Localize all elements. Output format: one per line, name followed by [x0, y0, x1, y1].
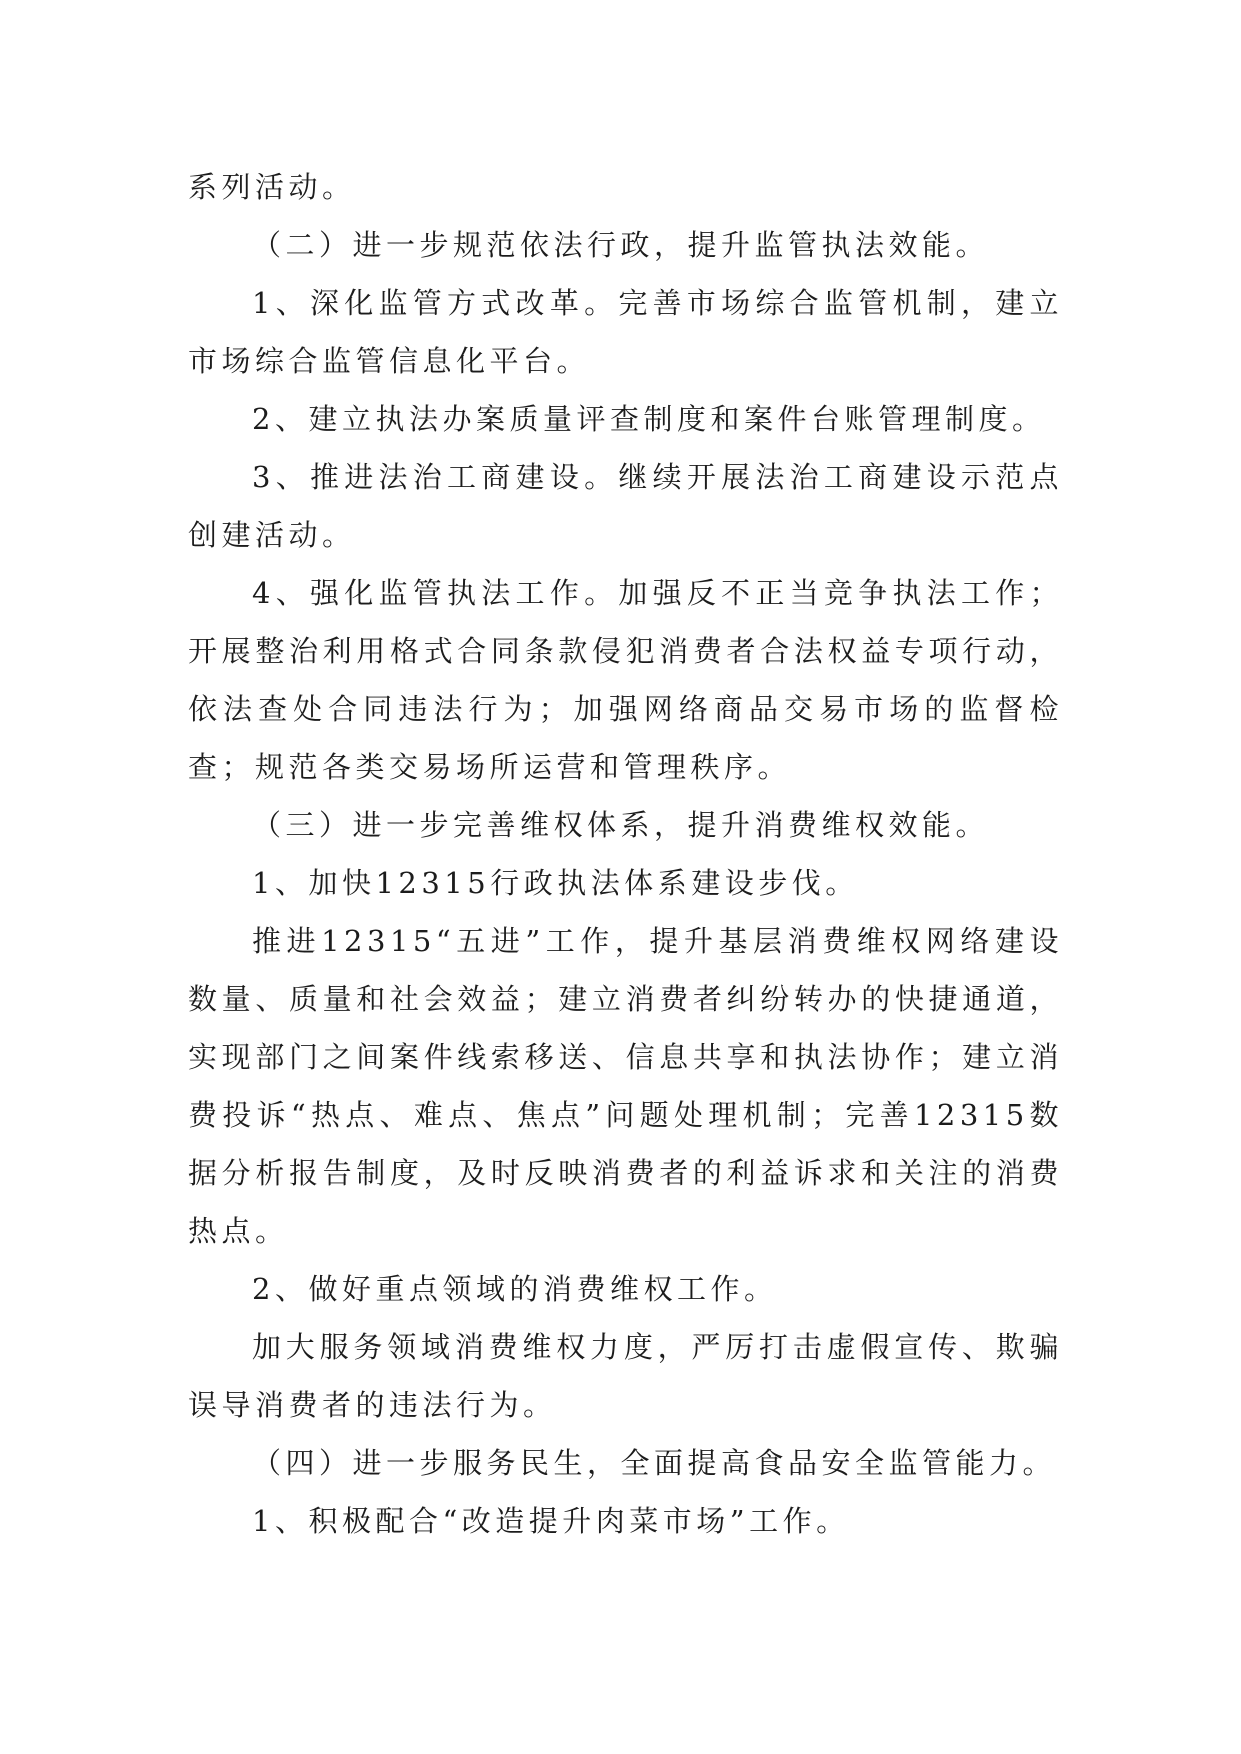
paragraph-item-2-2: 2、建立执法办案质量评查制度和案件台账管理制度。 [252, 402, 1046, 436]
paragraph-item-4-1: 1、积极配合“改造提升肉菜市场”工作。 [252, 1504, 850, 1538]
section-heading-3: （三）进一步完善维权体系，提升消费维权效能。 [252, 808, 990, 842]
paragraph-item-3-2-detail: 加大服务领域消费维权力度，严厉打击虚假宣传、欺骗误导消费者的违法行为。 [188, 1330, 1063, 1422]
paragraph-continuation: 系列活动。 [188, 170, 356, 204]
document-body [188, 158, 1063, 1550]
section-heading-4: （四）进一步服务民生，全面提高食品安全监管能力。 [252, 1446, 1057, 1480]
section-heading-2: （二）进一步规范依法行政，提升监管执法效能。 [252, 228, 990, 262]
paragraph-item-2-4: 4、强化监管执法工作。加强反不正当竞争执法工作；开展整治利用格式合同条款侵犯消费者合法权益专项行动，依法查处合同违法行为；加强网络商品交易市场的监督检查；规范各类交易场所运营和管理秩序。 [188, 576, 1063, 784]
paragraph-item-2-3: 3、推进法治工商建设。继续开展法治工商建设示范点创建活动。 [188, 460, 1063, 552]
paragraph-item-3-1-detail: 推进12315“五进”工作，提升基层消费维权网络建设数量、质量和社会效益；建立消费者纠纷转办的快捷通道，实现部门之间案件线索移送、信息共享和执法协作；建立消费投诉“热点、难点、焦点”问题处理机制；完善12315数据分析报告制度，及时反映消费者的利益诉求和关注的消费热点。 [188, 924, 1063, 1248]
paragraph-item-2-1: 1、深化监管方式改革。完善市场综合监管机制，建立市场综合监管信息化平台。 [188, 286, 1063, 378]
paragraph-item-3-2: 2、做好重点领域的消费维权工作。 [252, 1272, 778, 1306]
paragraph-item-3-1: 1、加快12315行政执法体系建设步伐。 [252, 866, 859, 900]
